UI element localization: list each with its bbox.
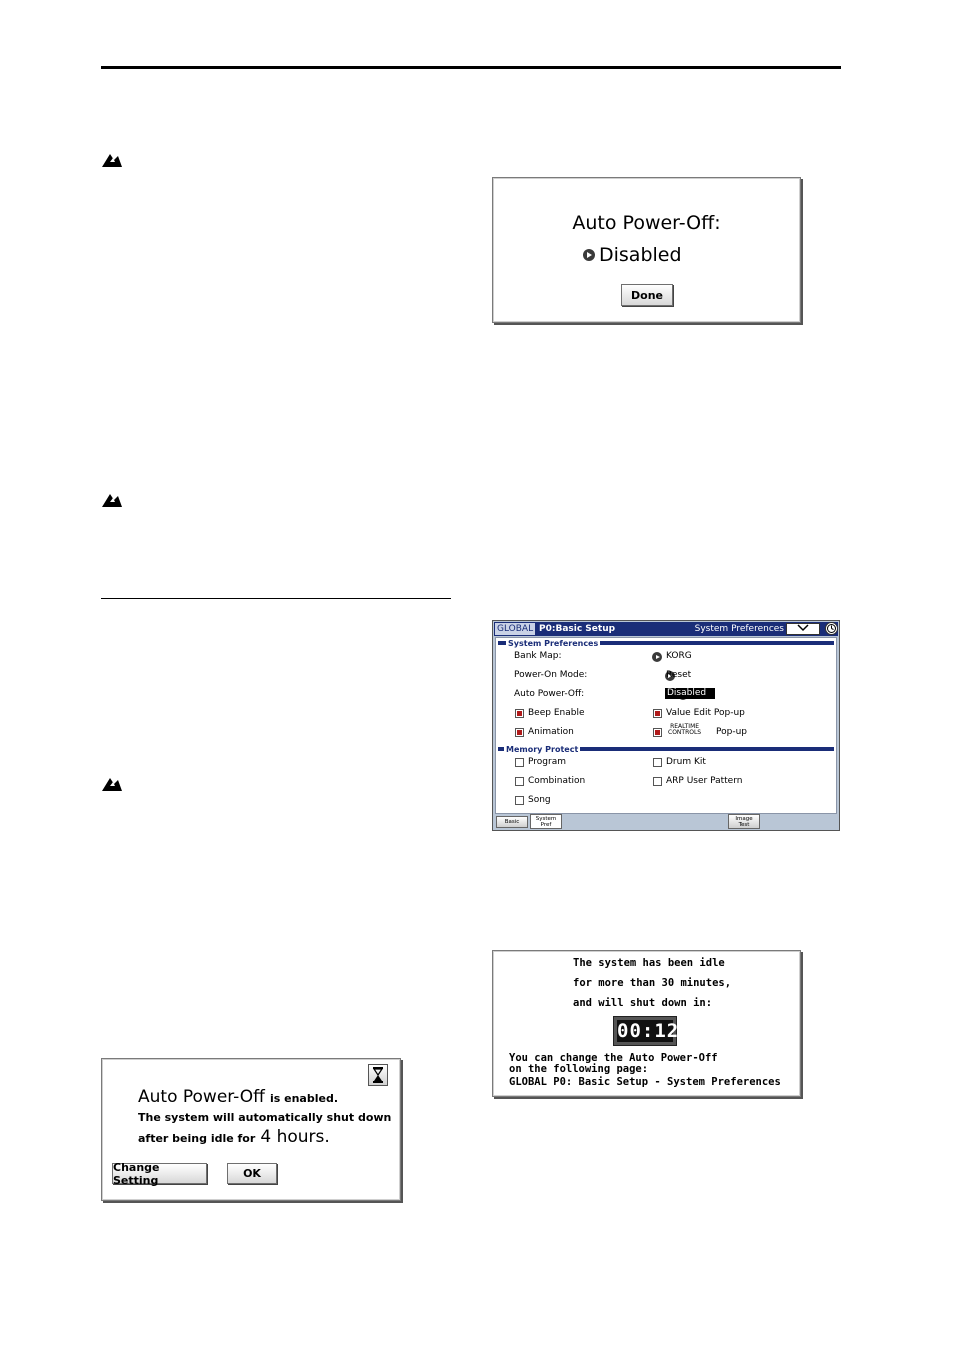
idle-shutdown-dialog [492, 950, 801, 1097]
value-edit-popup-checkbox[interactable] [653, 709, 662, 718]
beep-enable-label: Beep Enable [528, 708, 585, 718]
power-on-mode-value[interactable]: Reset [666, 670, 692, 680]
realtime-controls-popup-checkbox[interactable] [653, 728, 662, 737]
idle-message-line: GLOBAL P0: Basic Setup - System Preferences [509, 1076, 781, 1088]
idle-suffix: . [324, 1127, 330, 1147]
note-icon [101, 152, 123, 168]
top-rule [101, 66, 841, 69]
auto-power-off-value[interactable] [583, 244, 682, 266]
auto-power-off-value-text: Disabled [599, 244, 682, 266]
drum-kit-checkbox[interactable] [653, 758, 662, 767]
arp-user-pattern-checkbox[interactable] [653, 777, 662, 786]
countdown-value: 00:12 [617, 1020, 680, 1042]
dialog-title: Auto Power-Off: [572, 212, 721, 234]
hourglass-icon [368, 1064, 388, 1086]
idle-prefix: after being idle for [138, 1132, 256, 1145]
value-edit-popup-label: Value Edit Pop-up [666, 708, 745, 718]
arrow-right-icon[interactable] [652, 652, 662, 662]
power-on-mode-label: Power-On Mode: [514, 670, 588, 680]
tab-system-pref[interactable]: System Pref [530, 814, 562, 829]
idle-message-line: The system has been idle [573, 957, 725, 969]
bank-map-label: Bank Map: [514, 651, 562, 661]
auto-power-off-enabled-dialog [101, 1058, 401, 1201]
idle-message-line: on the following page: [509, 1063, 649, 1075]
arp-user-pattern-label: ARP User Pattern [666, 776, 743, 786]
auto-power-off-value[interactable]: Disabled [665, 688, 715, 699]
page-label: P0:Basic Setup [539, 624, 616, 634]
drum-kit-label: Drum Kit [666, 757, 706, 767]
change-setting-button[interactable]: Change Setting [112, 1163, 207, 1184]
animation-label: Animation [528, 727, 574, 737]
combination-checkbox[interactable] [515, 777, 524, 786]
preferences-panel [495, 637, 837, 814]
mode-label[interactable]: GLOBAL [497, 624, 534, 634]
note-icon [101, 776, 123, 792]
done-button[interactable]: Done [621, 284, 673, 306]
program-label: Program [528, 757, 566, 767]
clock-icon [825, 622, 838, 635]
tab-image-test[interactable]: Image Test [728, 814, 760, 829]
section-system-preferences: System Preferences [508, 639, 599, 648]
tab-basic[interactable]: Basic [496, 816, 528, 828]
auto-power-off-label: Auto Power-Off: [514, 689, 585, 699]
realtime-controls-label: REALTIME CONTROLS [668, 723, 702, 736]
dialog-title: Auto Power-Off [138, 1087, 265, 1107]
page-menu-label: System Preferences [694, 624, 784, 634]
auto-power-off-disabled-dialog [492, 177, 801, 323]
idle-message-line: and will shut down in: [573, 997, 713, 1009]
idle-duration: 4 hours [260, 1127, 325, 1147]
realtime-popup-label: Pop-up [716, 727, 747, 737]
section-memory-protect: Memory Protect [506, 745, 579, 754]
dialog-message-line: The system will automatically shut down [138, 1111, 392, 1124]
animation-checkbox[interactable] [515, 728, 524, 737]
dialog-message-line [138, 1127, 330, 1147]
dialog-title-suffix: is enabled. [269, 1092, 339, 1105]
song-checkbox[interactable] [515, 796, 524, 805]
beep-enable-checkbox[interactable] [515, 709, 524, 718]
idle-message-line: You can change the Auto Power-Off [509, 1052, 718, 1064]
program-checkbox[interactable] [515, 758, 524, 767]
bank-map-value[interactable]: KORG [666, 651, 692, 661]
idle-message-line: for more than 30 minutes, [573, 977, 732, 989]
page-tabs [494, 814, 838, 829]
countdown-display [613, 1016, 680, 1046]
combination-label: Combination [528, 776, 586, 786]
title-bar [494, 622, 838, 636]
song-label: Song [528, 795, 551, 805]
arrow-right-icon [583, 249, 595, 261]
section-rule [101, 598, 451, 599]
chevron-down-icon[interactable] [786, 623, 820, 635]
note-icon [101, 492, 123, 508]
dialog-title-line [138, 1087, 338, 1107]
global-system-preferences-screen [492, 620, 840, 831]
ok-button[interactable]: OK [227, 1163, 277, 1184]
